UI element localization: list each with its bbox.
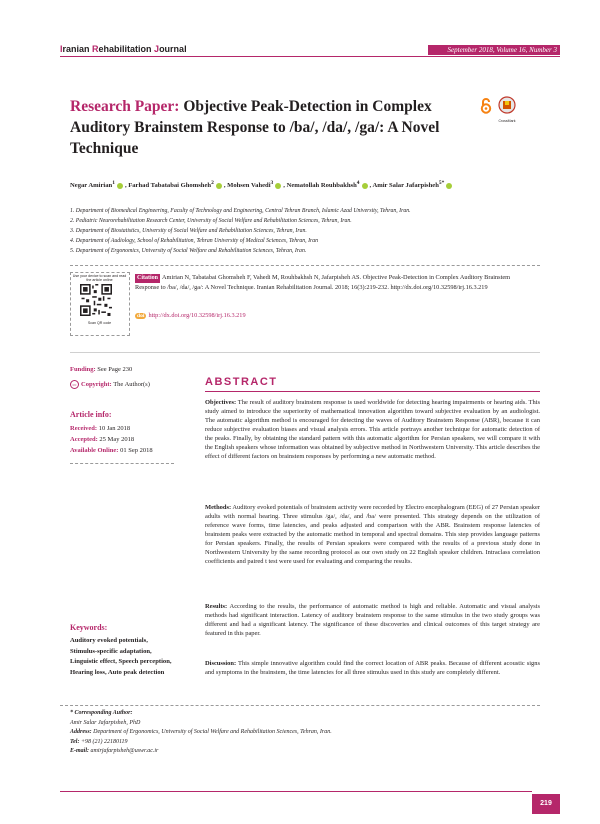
keywords: Auditory evoked potentials, Stimulus-specific adaptation, Linguistic effect, Speech perception, Hearing loss, Auto peak detection	[70, 637, 172, 676]
orcid-icon[interactable]	[446, 183, 452, 189]
author-list: Negar Amirian$^1$ , Farhad Tabatabai Ghomsheh$^2$ , Mohsen Vahedi$^3$ , Nematollah Rouhbakhsh$^4$ , Amir Salar Jafarpisheh$^{5*}$	[70, 180, 540, 189]
orcid-icon[interactable]	[275, 183, 281, 189]
citation-text: Amirian N, Tabatabai Ghomsheh F, Vahedi M, Rouhbakhsh N, Jafarpisheh AS. Objective Peak-Detection in Complex Auditory Brainstem Response to /ba/, /da/, /ga/: A Novel Technique. Iranian Rehabilitation Journal. 2018; 16(3):219-232. http://dx.doi.org/10.32598/irj.16.3.219	[135, 274, 511, 291]
author: Mohsen Vahedi$^3$	[227, 180, 274, 190]
crossmark-badge[interactable]	[497, 96, 517, 123]
creative-commons-icon: cc	[70, 380, 79, 389]
corresponding-name: Amir Salar Jafarpisheh, PhD	[70, 719, 141, 726]
abstract-objectives: Objectives: The result of auditory brainstem response is used worldwide for detecting hearing impairments or hearing aids. This study aimed to introduce the superiority of mathematical innovation algorithm toward subjective evaluation by an audiologist. The automatic algorithm method is encouraged for detecting the waves of Auditory Brainstem Response (ABR), because it can reduce subjective evaluation biases and visual analysis errors. This article portrays another technique for automatic detection of the peaks. Finally, by obtaining the standard pattern with this automatic algorithm for Persian speakers, we will compare it with the English speakers whose information was obtained by subjective method in Northwestern University. This article describes the effect of different factors on brainstem responses by performing a new automatic method.	[205, 399, 540, 460]
affiliation: 2. Pediatric Neurorehabilitation Research Center, University of Social Welfare and Rehabilitation Sciences, Tehran, Iran.	[70, 218, 352, 224]
paper-title: Research Paper: Objective Peak-Detection in Complex Auditory Brainstem Response to /ba/, /da/, /ga/: A Novel Technique	[70, 98, 440, 157]
abstract-discussion: Discussion: This simple innovative algorithm could find the correct location of ABR peaks. Because of different acoustic signs and symptoms in the brainstem, the time latencies for all three stimulus used in this study are completely different.	[205, 660, 540, 676]
received-date: Received: 10 Jan 2018	[70, 425, 131, 432]
abstract-methods: Methods: Auditory evoked potentials of brainstem activity were recorded by Electro encephalogram (EEG) of 27 Persian speaker adults with normal hearing. Three stimulus /ga/, /da/, and /ba/ were presented. This strategy depends on the utilization of reference wave forms, time latencies, and peaks adjusted and comparison with the ABR. Brainstem response latencies of brainstem peaks were extracted by the automatic method in temporal and spectral domains. This step provides language patterns for Persian speakers. Finally, the results of Persian speakers were compared with the results of a previous study done in Northwestern University by the same recording protocol as our own study on 22 English speaker children. Intraclass correlation coefficients and paired t test were used for evaluating and comparing the results.	[205, 504, 540, 565]
affiliation: 4. Department of Audiology, School of Rehabilitation, Tehran University of Medical Sciences, Tehran, Iran	[70, 238, 319, 244]
corresponding-heading: * Corresponding Author:	[70, 710, 133, 716]
header-rule	[60, 56, 560, 57]
citation-block	[135, 273, 530, 292]
crossmark-label: CrossMark	[498, 119, 516, 123]
divider	[60, 705, 540, 706]
author: Farhad Tabatabai Ghomsheh$^2$	[128, 180, 214, 190]
available-date: Available Online: 01 Sep 2018	[70, 447, 153, 454]
article-info	[70, 423, 153, 456]
keywords-heading: Keywords:	[70, 623, 108, 632]
corresponding-address: Address: Department of Ergonomics, University of Social Welfare and Rehabilitation Sciences, Tehran, Iran.	[70, 729, 332, 735]
orcid-icon[interactable]	[216, 183, 222, 189]
corresponding-email: E-mail: amirjafarpisheh@uswr.ac.ir	[70, 748, 159, 754]
qr-subcaption: Scan QR code	[87, 321, 112, 325]
qr-code[interactable]	[80, 284, 112, 316]
affiliations	[70, 206, 540, 256]
issue-info: September 2018, Volume 16, Number 3	[428, 45, 560, 55]
citation-tag: Citation	[137, 275, 158, 281]
abstract-heading: ABSTRACT	[205, 376, 278, 388]
author: Amir Salar Jafarpisheh$^{5*}$	[372, 180, 445, 190]
page-number: 219	[532, 794, 560, 814]
open-access-icon	[479, 98, 493, 114]
footer-rule	[60, 791, 532, 792]
orcid-icon[interactable]	[362, 183, 368, 189]
funding: Funding: See Page 230	[70, 366, 133, 373]
affiliation: 5. Department of Ergonomics, University of Social Welfare and Rehabilitation Sciences, Tehran, Iran.	[70, 248, 307, 254]
divider	[70, 463, 174, 464]
corresponding-tel: Tel: +98 (21) 22180119	[70, 738, 128, 745]
divider	[70, 352, 540, 353]
copyright: cc Copyright: The Author(s)	[70, 380, 150, 389]
orcid-icon[interactable]	[117, 183, 123, 189]
accepted-date: Accepted: 25 May 2018	[70, 436, 135, 443]
doi-link[interactable]: doi http://dx.doi.org/10.32598/irj.16.3.219	[137, 312, 246, 319]
qr-caption: Use your device to scan and read the article online	[72, 274, 127, 282]
journal-name: Iranian Rehabilitation Journal	[60, 44, 187, 54]
article-info-heading: Article info:	[70, 410, 112, 419]
author: Nematollah Rouhbakhsh$^4$	[286, 180, 360, 190]
affiliation: 3. Department of Biostatistics, University of Social Welfare and Rehabilitation Sciences, Tehran, Iran.	[70, 228, 307, 234]
divider	[70, 265, 540, 266]
abstract-results: Results: According to the results, the performance of automatic method is high and reliable. Automatic and visual analysis methods had significant interaction. Latency of auditory brainstem response to the same stimulus in the two study groups was different and had a significant latency. The significance of these discoveries and clinical outcomes of this target strategy are featured in this paper.	[205, 603, 540, 637]
corresponding-author	[70, 709, 332, 757]
author: Negar Amirian$^1$	[70, 180, 115, 190]
crossmark-icon	[497, 96, 517, 114]
affiliation: 1. Department of Biomedical Engineering, Faculty of Technology and Engineering, Central Tehran Branch, Islamic Azad University, Tehran, Iran.	[70, 208, 411, 214]
abstract-rule	[205, 391, 540, 392]
doi-icon: doi	[137, 313, 145, 319]
